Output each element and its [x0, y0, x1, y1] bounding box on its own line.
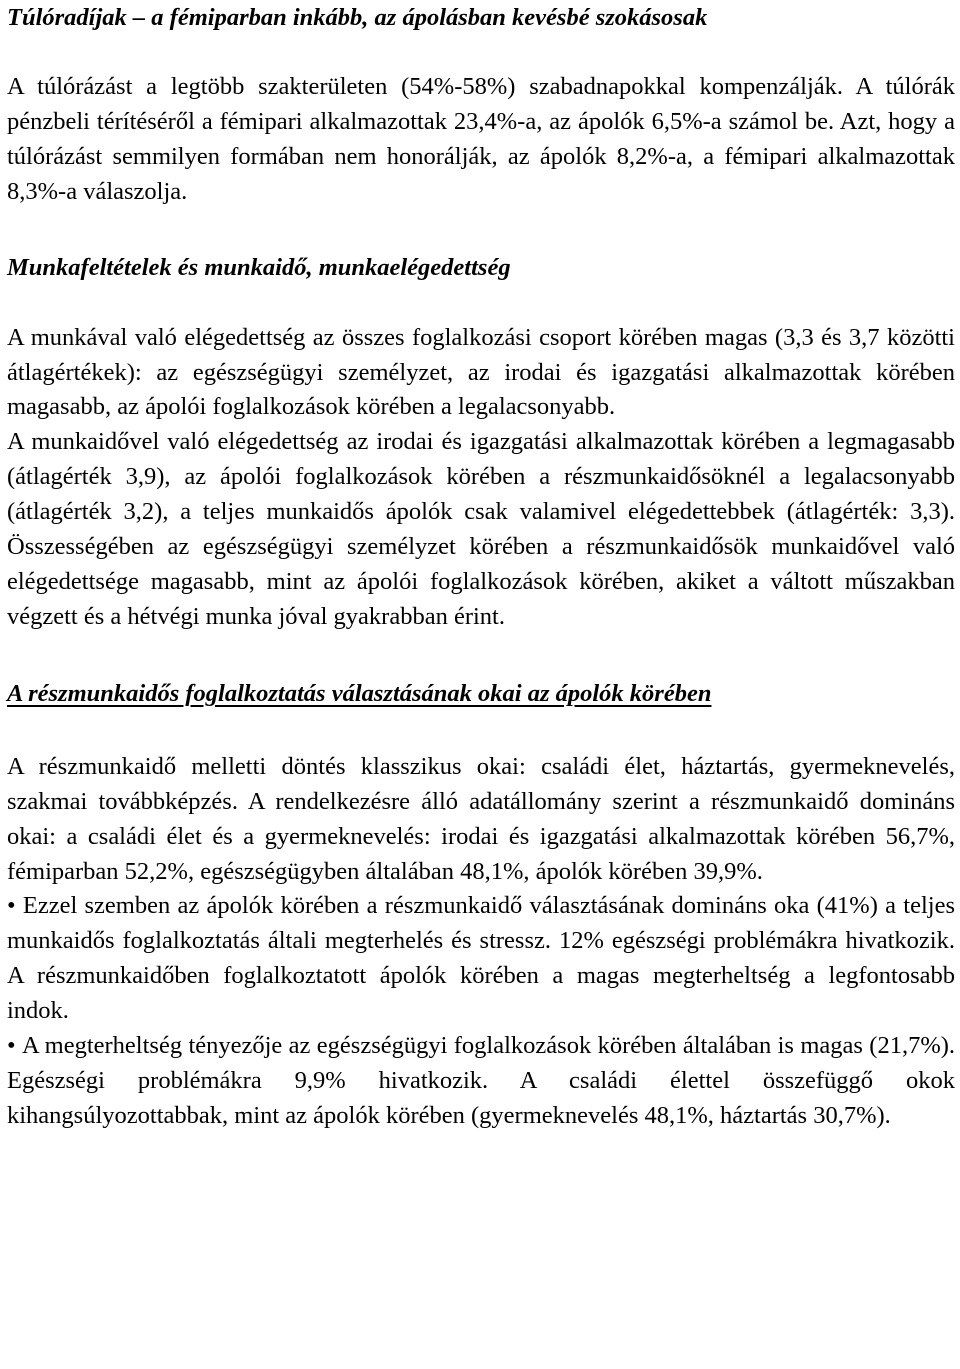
bullet-item-nurses-stress: • Ezzel szemben az ápolók körében a részmunkaidő választásának domináns oka (41%) a teljes munkaidős foglalkoztatás általi megterhelés és stressz. 12% egészségi problémákra hivatkozik. A részmunkaidőben foglalkoztatott ápolók körében a magas megterheltség a legfontosabb indok.	[7, 889, 955, 1029]
paragraph-part-time-reasons: A részmunkaidő melletti döntés klasszikus okai: családi élet, háztartás, gyermeknevelés, szakmai továbbképzés. A rendelkezésre álló adatállomány szerint a részmunkaidő domináns okai: a családi élet és a gyermeknevelés: irodai és igazgatási alkalmazottak körében 56,7%, fémiparban 52,2%, egészségügyben általában 48,1%, ápolók körében 39,9%.	[7, 752, 955, 885]
bullet-item-health-sector-burden: • A megterheltség tényezője az egészségügyi foglalkozások körében általában is magas (21,7%). Egészségi problémákra 9,9% hivatkozik. A családi élettel összefüggő okok kihangsúlyozottabbak, mint az ápolók körében (gyermeknevelés 48,1%, háztartás 30,7%).	[7, 1029, 955, 1134]
section-heading-working-conditions: Munkafeltételek és munkaidő, munkaelégedettség	[7, 253, 511, 281]
paragraph-working-time-satisfaction: A munkaidővel való elégedettség az irodai és igazgatási alkalmazottak körében a legmagasabb (átlagérték 3,9), az ápolói foglalkozások körében a részmunkaidősöknél a legalacsonyabb (átlagérték 3,2), a teljes munkaidős ápolók csak valamivel elégedettebbek (átlagérték: 3,3). Összességében az egészségügyi személyzet körében a részmunkaidősök munkaidővel való elégedettsége magasabb, mint az ápolói foglalkozások körében, akiket a váltott műszakban végzett és a hétvégi munka jóval gyakrabban érint.	[7, 428, 955, 630]
paragraph-job-satisfaction: A munkával való elégedettség az összes foglalkozási csoport körében magas (3,3 és 3,7 közötti átlagértékek): az egészségügyi személyzet, az irodai és igazgatási alkalmazottak körében magasabb, az ápolói foglalkozások körében a legalacsonyabb.	[7, 323, 955, 421]
section-heading-part-time-reasons: A részmunkaidős foglalkoztatás választásának okai az ápolók körében	[7, 679, 712, 707]
section-heading-overtime: Túlóradíjak – a fémiparban inkább, az ápolásban kevésbé szokásosak	[7, 4, 708, 31]
document-page	[7, 0, 955, 1134]
paragraph-overtime: A túlórázást a legtöbb szakterületen (54%-58%) szabadnapokkal kompenzálják. A túlórák pénzbeli térítéséről a fémipari alkalmazottak 23,4%-a, az ápolók 6,5%-a számol be. Azt, hogy a túlórázást semmilyen formában nem honorálják, az ápolók 8,2%-a, a fémipari alkalmazottak 8,3%-a válaszolja.	[7, 73, 955, 205]
